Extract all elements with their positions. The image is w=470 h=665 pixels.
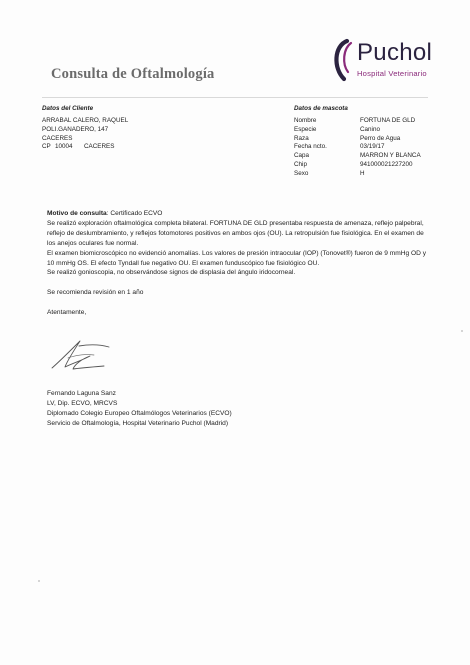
header-divider (42, 97, 428, 98)
signer-service: Servicio de Oftalmología, Hospital Veterinario Puchol (Madrid) (47, 420, 229, 427)
pet-label: Sexo (294, 169, 309, 177)
pet-label: Especie (294, 125, 317, 133)
handwritten-signature-icon (46, 334, 116, 376)
pet-value: H (360, 169, 365, 177)
client-city: CACERES (42, 134, 73, 142)
puchol-logo-mark-icon (330, 38, 356, 82)
pet-label: Raza (294, 134, 309, 142)
paper-speck (461, 330, 463, 332)
pet-row (294, 135, 421, 144)
pet-label: Nombre (294, 117, 317, 124)
paper-speck (38, 580, 40, 582)
client-section-heading: Datos del Cliente (42, 105, 94, 112)
recommendation: Se recomienda revisión en 1 año (47, 289, 144, 297)
pet-row (294, 170, 421, 179)
report-paragraph: Se realizó gonioscopia, no observándose signos de displasia del ángulo iridocorneal. (47, 269, 296, 277)
closing: Atentamente, (47, 309, 87, 317)
logo-subtitle: Hospital Veterinario (357, 69, 427, 78)
consult-reason-label: Motivo de consulta (47, 210, 107, 217)
report-body (47, 209, 432, 318)
pet-label: Capa (294, 152, 310, 160)
pet-value: 03/19/17 (360, 143, 385, 151)
puchol-logo (330, 38, 448, 83)
consult-reason-value: : Certificado ECVO (106, 210, 163, 217)
report-paragraph: Se realizó exploración oftalmológica completa bilateral. FORTUNA DE GLD presentaba respuesta de amenaza, reflejo palpebral, reflejo de deslumbramiento, y reflejos fotomotores positivos en ambos ojos (OU). La retropulsión fue fisiológica. En el examen de los anejos oculares fue normal. (47, 219, 424, 247)
pet-value: Canino (360, 125, 380, 133)
signature-block (47, 389, 232, 429)
consult-reason (47, 209, 432, 219)
pet-details (294, 117, 421, 179)
signer-diploma: Diplomado Colegio Europeo Oftalmólogos Veterinarios (ECVO) (47, 410, 232, 417)
pet-section-heading: Datos de mascota (294, 105, 348, 112)
pet-value: FORTUNA DE GLD (360, 117, 416, 124)
pet-row (294, 126, 421, 135)
pet-row (294, 152, 421, 161)
client-address: POLI.GANADERO, 147 (42, 125, 109, 133)
page-title: Consulta de Oftalmología (51, 66, 215, 82)
pet-row (294, 117, 421, 126)
postcode-label: CP (42, 143, 51, 151)
postcode-value: 10004 (55, 143, 73, 151)
client-name: ARRABAL CALERO, RAQUEL (42, 117, 129, 124)
pet-label: Fecha ncto. (294, 143, 327, 151)
client-postcode-line (42, 143, 128, 152)
pet-row (294, 143, 421, 152)
client-details (42, 117, 128, 152)
pet-value: Perro de Agua (360, 134, 401, 142)
pet-label: Chip (294, 160, 307, 168)
pet-row (294, 161, 421, 170)
logo-name: Puchol (357, 39, 433, 66)
signer-name: Fernando Laguna Sanz (47, 390, 116, 397)
signer-credentials: LV, Dip. ECVO, MRCVS (47, 400, 118, 407)
report-paragraph: El examen biomicroscópico no evidenció anomalías. Los valores de presión intraocular (IOP) (Tonovet®) fueron de 9 mmHg OD y 10 mmHg OS. El efecto Tyndall fue negativo OU. El examen funduscópico fue fisiológico OU. (47, 249, 427, 267)
pet-value: 941000021227200 (360, 160, 413, 168)
postcode-city: CACERES (84, 143, 115, 151)
pet-value: MARRON Y BLANCA (360, 152, 421, 160)
